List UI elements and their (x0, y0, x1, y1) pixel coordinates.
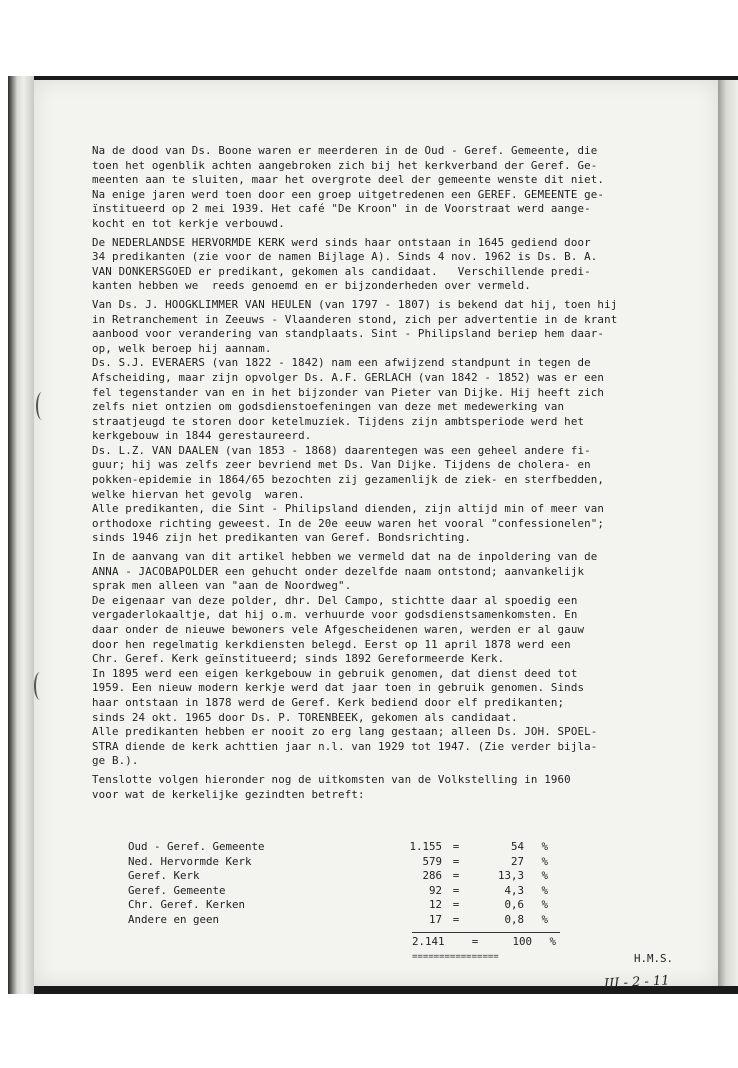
total-percent: 100 (512, 935, 532, 948)
text-line: Alle predikanten, die Sint - Philipsland dienden, zijn altijd min of meer van (92, 502, 605, 516)
margin-bracket-mark (34, 672, 46, 700)
denomination-name: Geref. Kerk (128, 869, 200, 883)
census-row (128, 869, 588, 884)
census-total-row (412, 935, 562, 950)
text-line: Van Ds. J. HOOGKLIMMER VAN HEULEN (van 1797 - 1807) is bekend dat hij, toen hij (92, 297, 618, 311)
equals-sign: = (452, 854, 460, 868)
text-line: De NEDERLANDSE HERVORMDE KERK werd sinds haar ontstaan in 1645 gediend door (92, 235, 591, 249)
text-line: ANNA - JACOBAPOLDER een gehucht onder dezelfde naam ontstond; aanvankelijk (92, 564, 585, 578)
equals-sign: = (452, 883, 460, 897)
census-row (128, 884, 588, 899)
book-spine (8, 76, 34, 994)
text-line: orthodoxe richting geweest. In de 20e eeuw waren het vooral "confessionelen"; (92, 516, 605, 530)
total-unit: % (549, 935, 556, 948)
text-line: Ds. L.Z. VAN DAALEN (van 1853 - 1868) daarentegen was een geheel andere fi- (92, 443, 591, 457)
text-line: haar ontstaan in 1878 werd de Geref. Kerk bediend door elf predikanten; (92, 695, 565, 709)
paragraph (92, 773, 710, 802)
total-equals: = (471, 935, 479, 948)
member-count: 92 (428, 883, 442, 897)
member-count: 17 (428, 912, 442, 926)
percentage: 27 (510, 854, 524, 868)
text-line: guur; hij was zelfs zeer bevriend met Ds. Van Dijke. Tijdens de cholera- en (92, 458, 591, 472)
paragraph (92, 550, 710, 769)
text-line: In 1895 werd een eigen kerkgebouw in gebruik genomen, dat dienst deed tot (92, 666, 578, 680)
text-line: meenten aan te sluiten, maar het overgrote deel der gemeente wenste dit niet. (92, 173, 605, 187)
text-line: op, welk beroep hij aannam. (92, 341, 272, 355)
text-line: STRA diende de kerk achttien jaar n.l. van 1929 tot 1947. (Zie verder bijla- (92, 739, 598, 753)
text-line: Na de dood van Ds. Boone waren er meerderen in de Oud - Geref. Gemeente, die (92, 144, 598, 157)
text-line: 1959. Een nieuw modern kerkje werd dat jaar toen in gebruik genomen. Sinds (92, 681, 585, 695)
percent-unit: % (541, 840, 548, 853)
denomination-name: Oud - Geref. Gemeente (128, 840, 265, 853)
equals-sign: = (452, 840, 460, 853)
equals-sign: = (452, 898, 460, 912)
census-row (128, 898, 588, 913)
text-line: Tenslotte volgen hieronder nog de uitkomsten van de Volkstelling in 1960 (92, 772, 571, 786)
text-line: welke hiervan het gevolg waren. (92, 487, 305, 501)
page-edge (718, 80, 738, 986)
percentage: 0,8 (504, 912, 524, 926)
text-line: VAN DONKERSGOED er predikant, gekomen als candidaat. Verschillende predi- (92, 264, 591, 278)
text-line: kanten hebben we reeds genoemd en er bijzonderheden over vermeld. (92, 279, 531, 293)
double-rule: ================ (412, 952, 499, 962)
equals-sign: = (452, 869, 460, 883)
percentage: 4,3 (504, 883, 524, 897)
text-line: sprak men alleen van "aan de Noordweg". (92, 579, 352, 593)
percent-unit: % (541, 898, 548, 912)
text-line: sinds 1946 zijn het predikanten van Geref. Bondsrichting. (92, 531, 472, 545)
percent-unit: % (541, 912, 548, 926)
text-line: kocht en tot kerkje verbouwd. (92, 216, 285, 230)
text-line: Afscheiding, maar zijn opvolger Ds. A.F. GERLACH (van 1842 - 1852) was er een (92, 370, 605, 384)
equals-sign: = (452, 912, 460, 926)
census-table (128, 840, 588, 928)
member-count: 579 (422, 854, 442, 868)
text-line: ïnstitueerd op 2 mei 1939. Het café "De Kroon" in de Voorstraat werd aange- (92, 202, 591, 216)
percent-unit: % (541, 883, 548, 897)
text-line: aanbood voor verandering van standplaats. Sint - Philipsland beriep hem daar- (92, 327, 605, 341)
denomination-name: Ned. Hervormde Kerk (128, 854, 252, 868)
text-line: Ds. S.J. EVERAERS (van 1822 - 1842) nam een afwijzend standpunt in tegen de (92, 356, 591, 370)
text-line: door hen regelmatig kerkdiensten belegd. Eerst op 11 april 1878 werd een (92, 637, 571, 651)
text-line: zelfs niet ontzien om godsdienstoefeningen van deze met medewerking van (92, 400, 565, 414)
denomination-name: Chr. Geref. Kerken (128, 898, 246, 912)
member-count: 12 (428, 898, 442, 912)
percent-unit: % (541, 869, 548, 883)
percent-unit: % (541, 854, 548, 868)
text-line: sinds 24 okt. 1965 door Ds. P. TORENBEEK, gekomen als candidaat. (92, 710, 518, 724)
body-text (92, 144, 710, 806)
margin-bracket-mark (36, 392, 48, 420)
percentage: 0,6 (504, 898, 524, 912)
member-count: 1.155 (409, 840, 442, 853)
text-line: 34 predikanten (zie voor de namen Bijlage A). Sinds 4 nov. 1962 is Ds. B. A. (92, 250, 598, 264)
handwritten-note: III - 2 - 11 (603, 973, 670, 992)
text-line: ge B.). (92, 754, 139, 768)
member-count: 286 (422, 869, 442, 883)
text-line: pokken-epidemie in 1864/65 bezochten zij gezamenlijk de ziek- en sterfbedden, (92, 473, 605, 487)
census-row (128, 855, 588, 870)
text-line: In de aanvang van dit artikel hebben we vermeld dat na de inpoldering van de (92, 550, 598, 564)
text-line: Na enige jaren werd toen door een groep uitgetredenen een GEREF. GEMEENTE ge- (92, 187, 605, 201)
census-row (128, 840, 588, 855)
text-line: De eigenaar van deze polder, dhr. Del Campo, stichtte daar al spoedig een (92, 593, 578, 607)
text-line: straatjeugd te storen door ketelmuziek. Tijdens zijn ambtsperiode werd het (92, 414, 585, 428)
percentage: 13,3 (497, 869, 524, 883)
total-count: 2.141 (412, 935, 445, 948)
text-line: kerkgebouw in 1844 gerestaureerd. (92, 429, 312, 443)
text-line: Alle predikanten hebben er nooit zo erg lang gestaan; alleen Ds. JOH. SPOEL- (92, 725, 598, 739)
paragraph (92, 144, 710, 232)
total-rule (412, 932, 560, 933)
text-line: fel tegenstander van en in het bijzonder van Pieter van Dijke. Hij heeft zich (92, 385, 605, 399)
text-line: voor wat de kerkelijke gezindten betreft: (92, 787, 365, 801)
denomination-name: Andere en geen (128, 912, 220, 926)
paragraph (92, 236, 710, 294)
text-line: in Retranchement in Zeeuws - Vlaanderen stond, zich per advertentie in de krant (92, 312, 618, 326)
text-line: vergaderlokaaltje, dat hij o.m. verhuurde voor godsdienstsamenkomsten. En (92, 608, 578, 622)
census-row (128, 913, 588, 928)
text-line: daar onder de nieuwe bewoners vele Afgescheidenen waren, werden er al gauw (92, 623, 585, 636)
text-line: toen het ogenblik achten aangebroken zich bij het kerkverband der Geref. Ge- (92, 158, 598, 172)
author-initials: H.M.S. (634, 952, 674, 965)
text-line: Chr. Geref. Kerk geïnstitueerd; sinds 1892 Gereformeerde Kerk. (92, 652, 505, 666)
paragraph (92, 298, 710, 546)
denomination-name: Geref. Gemeente (128, 883, 226, 897)
percentage: 54 (510, 840, 524, 853)
